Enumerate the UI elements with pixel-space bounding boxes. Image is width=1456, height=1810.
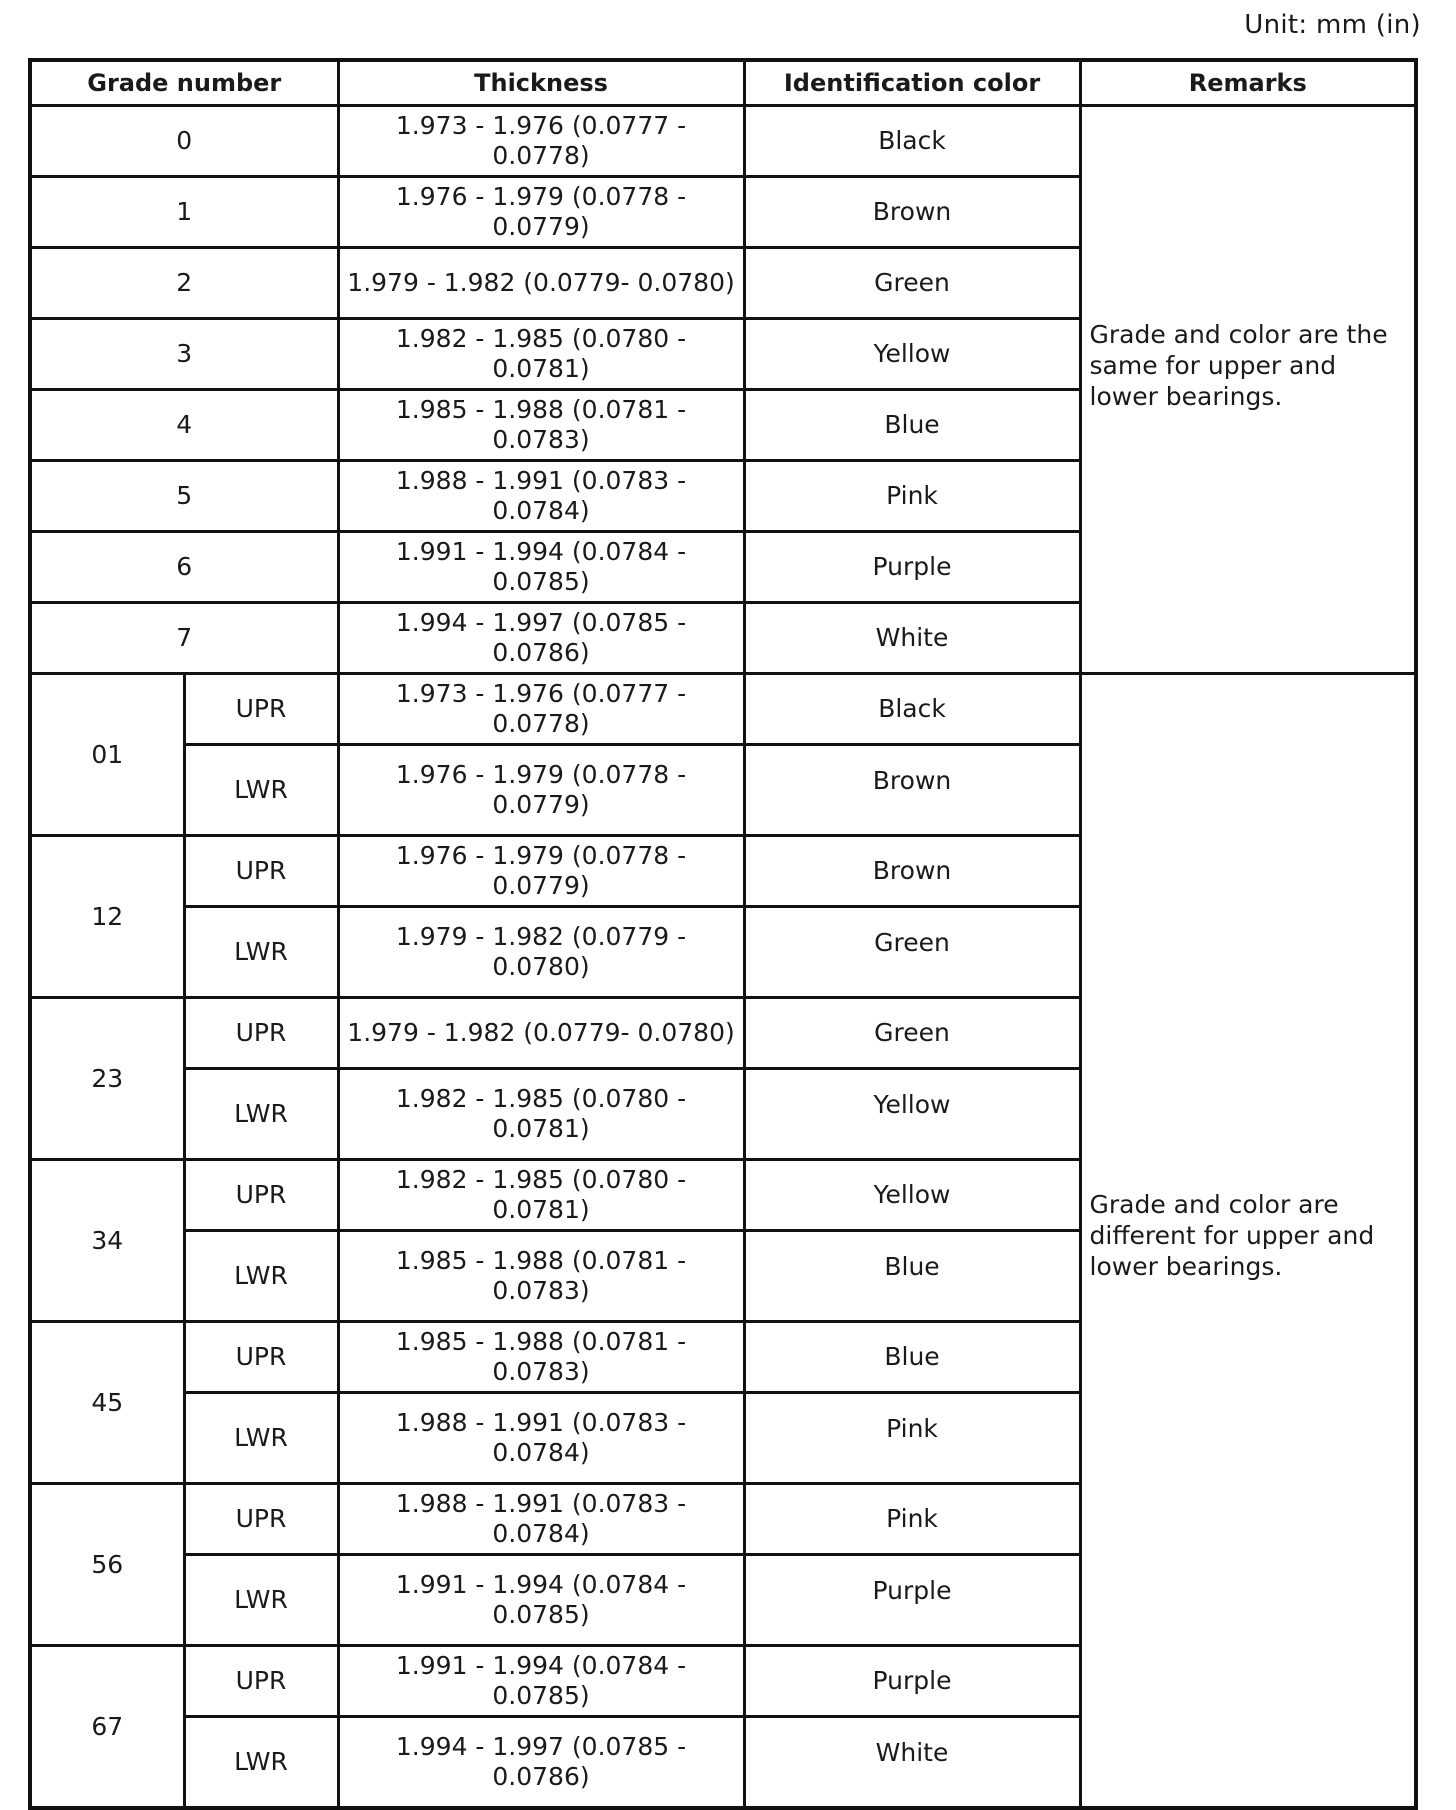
remarks-different-cell [1080,674,1416,1809]
thickness-cell: 1.991 - 1.994 (0.0784 - 0.0785) [338,1555,744,1646]
table-row [30,674,1416,745]
thickness-cell: 1.973 - 1.976 (0.0777 - 0.0778) [338,106,744,177]
thickness-cell: 1.994 - 1.997 (0.0785 - 0.0786) [338,603,744,674]
table-body [30,106,1416,1809]
thickness-cell: 1.994 - 1.997 (0.0785 - 0.0786) [338,1717,744,1809]
bearing-position-cell: LWR [184,907,338,998]
grade-number-cell: 56 [30,1484,184,1646]
thickness-cell: 1.979 - 1.982 (0.0779 - 0.0780) [338,907,744,998]
grade-number-cell: 5 [30,461,338,532]
bearing-position-cell: UPR [184,674,338,745]
bearing-grade-table-container [28,58,1414,1810]
identification-color-cell: Yellow [744,1069,1080,1160]
grade-number-cell: 34 [30,1160,184,1322]
grade-number-cell: 45 [30,1322,184,1484]
identification-color-cell: Blue [744,1231,1080,1322]
bearing-position-cell: LWR [184,1717,338,1809]
bearing-position-cell: LWR [184,1069,338,1160]
identification-color-cell: Purple [744,532,1080,603]
identification-color-cell: Green [744,248,1080,319]
identification-color-cell: Purple [744,1646,1080,1717]
thickness-cell: 1.979 - 1.982 (0.0779- 0.0780) [338,998,744,1069]
grade-number-cell: 12 [30,836,184,998]
header-row [30,60,1416,106]
identification-color-cell: Pink [744,1484,1080,1555]
identification-color-cell: Pink [744,1393,1080,1484]
identification-color-cell: Green [744,998,1080,1069]
thickness-cell: 1.988 - 1.991 (0.0783 - 0.0784) [338,1393,744,1484]
header-thickness: Thickness [338,60,744,106]
grade-number-cell: 01 [30,674,184,836]
thickness-cell: 1.976 - 1.979 (0.0778 - 0.0779) [338,177,744,248]
bearing-position-cell: UPR [184,1646,338,1717]
remarks-different-text: Grade and color are different for upper and lower bearings. [1089,1190,1375,1281]
identification-color-cell: Yellow [744,1160,1080,1231]
bearing-position-cell: UPR [184,998,338,1069]
identification-color-cell: Black [744,674,1080,745]
grade-number-cell: 67 [30,1646,184,1809]
identification-color-cell: Blue [744,390,1080,461]
bearing-position-cell: LWR [184,745,338,836]
thickness-cell: 1.979 - 1.982 (0.0779- 0.0780) [338,248,744,319]
header-grade-number: Grade number [30,60,338,106]
thickness-cell: 1.988 - 1.991 (0.0783 - 0.0784) [338,1484,744,1555]
grade-number-cell: 2 [30,248,338,319]
bearing-position-cell: LWR [184,1393,338,1484]
identification-color-cell: Brown [744,745,1080,836]
thickness-cell: 1.976 - 1.979 (0.0778 - 0.0779) [338,836,744,907]
thickness-cell: 1.982 - 1.985 (0.0780 - 0.0781) [338,319,744,390]
thickness-cell: 1.973 - 1.976 (0.0777 - 0.0778) [338,674,744,745]
bearing-position-cell: UPR [184,1322,338,1393]
thickness-cell: 1.982 - 1.985 (0.0780 - 0.0781) [338,1069,744,1160]
identification-color-cell: Blue [744,1322,1080,1393]
identification-color-cell: White [744,1717,1080,1809]
bearing-position-cell: UPR [184,1484,338,1555]
table-row [30,106,1416,177]
identification-color-cell: Green [744,907,1080,998]
identification-color-cell: Pink [744,461,1080,532]
identification-color-cell: Brown [744,177,1080,248]
identification-color-cell: Black [744,106,1080,177]
grade-number-cell: 1 [30,177,338,248]
identification-color-cell: Brown [744,836,1080,907]
identification-color-cell: Purple [744,1555,1080,1646]
thickness-cell: 1.988 - 1.991 (0.0783 - 0.0784) [338,461,744,532]
grade-number-cell: 3 [30,319,338,390]
thickness-cell: 1.985 - 1.988 (0.0781 - 0.0783) [338,390,744,461]
thickness-cell: 1.985 - 1.988 (0.0781 - 0.0783) [338,1231,744,1322]
header-remarks: Remarks [1080,60,1416,106]
grade-number-cell: 6 [30,532,338,603]
bearing-position-cell: LWR [184,1555,338,1646]
thickness-cell: 1.991 - 1.994 (0.0784 - 0.0785) [338,1646,744,1717]
thickness-cell: 1.991 - 1.994 (0.0784 - 0.0785) [338,532,744,603]
grade-number-cell: 7 [30,603,338,674]
unit-label: Unit: mm (in) [1244,10,1421,40]
thickness-cell: 1.985 - 1.988 (0.0781 - 0.0783) [338,1322,744,1393]
grade-number-cell: 23 [30,998,184,1160]
bearing-position-cell: UPR [184,836,338,907]
bearing-grade-table [28,58,1418,1810]
thickness-cell: 1.982 - 1.985 (0.0780 - 0.0781) [338,1160,744,1231]
identification-color-cell: White [744,603,1080,674]
header-identification-color: Identification color [744,60,1080,106]
bearing-position-cell: UPR [184,1160,338,1231]
remarks-same-cell: Grade and color are the same for upper and lower bearings. [1080,106,1416,674]
grade-number-cell: 4 [30,390,338,461]
identification-color-cell: Yellow [744,319,1080,390]
grade-number-cell: 0 [30,106,338,177]
thickness-cell: 1.976 - 1.979 (0.0778 - 0.0779) [338,745,744,836]
bearing-position-cell: LWR [184,1231,338,1322]
